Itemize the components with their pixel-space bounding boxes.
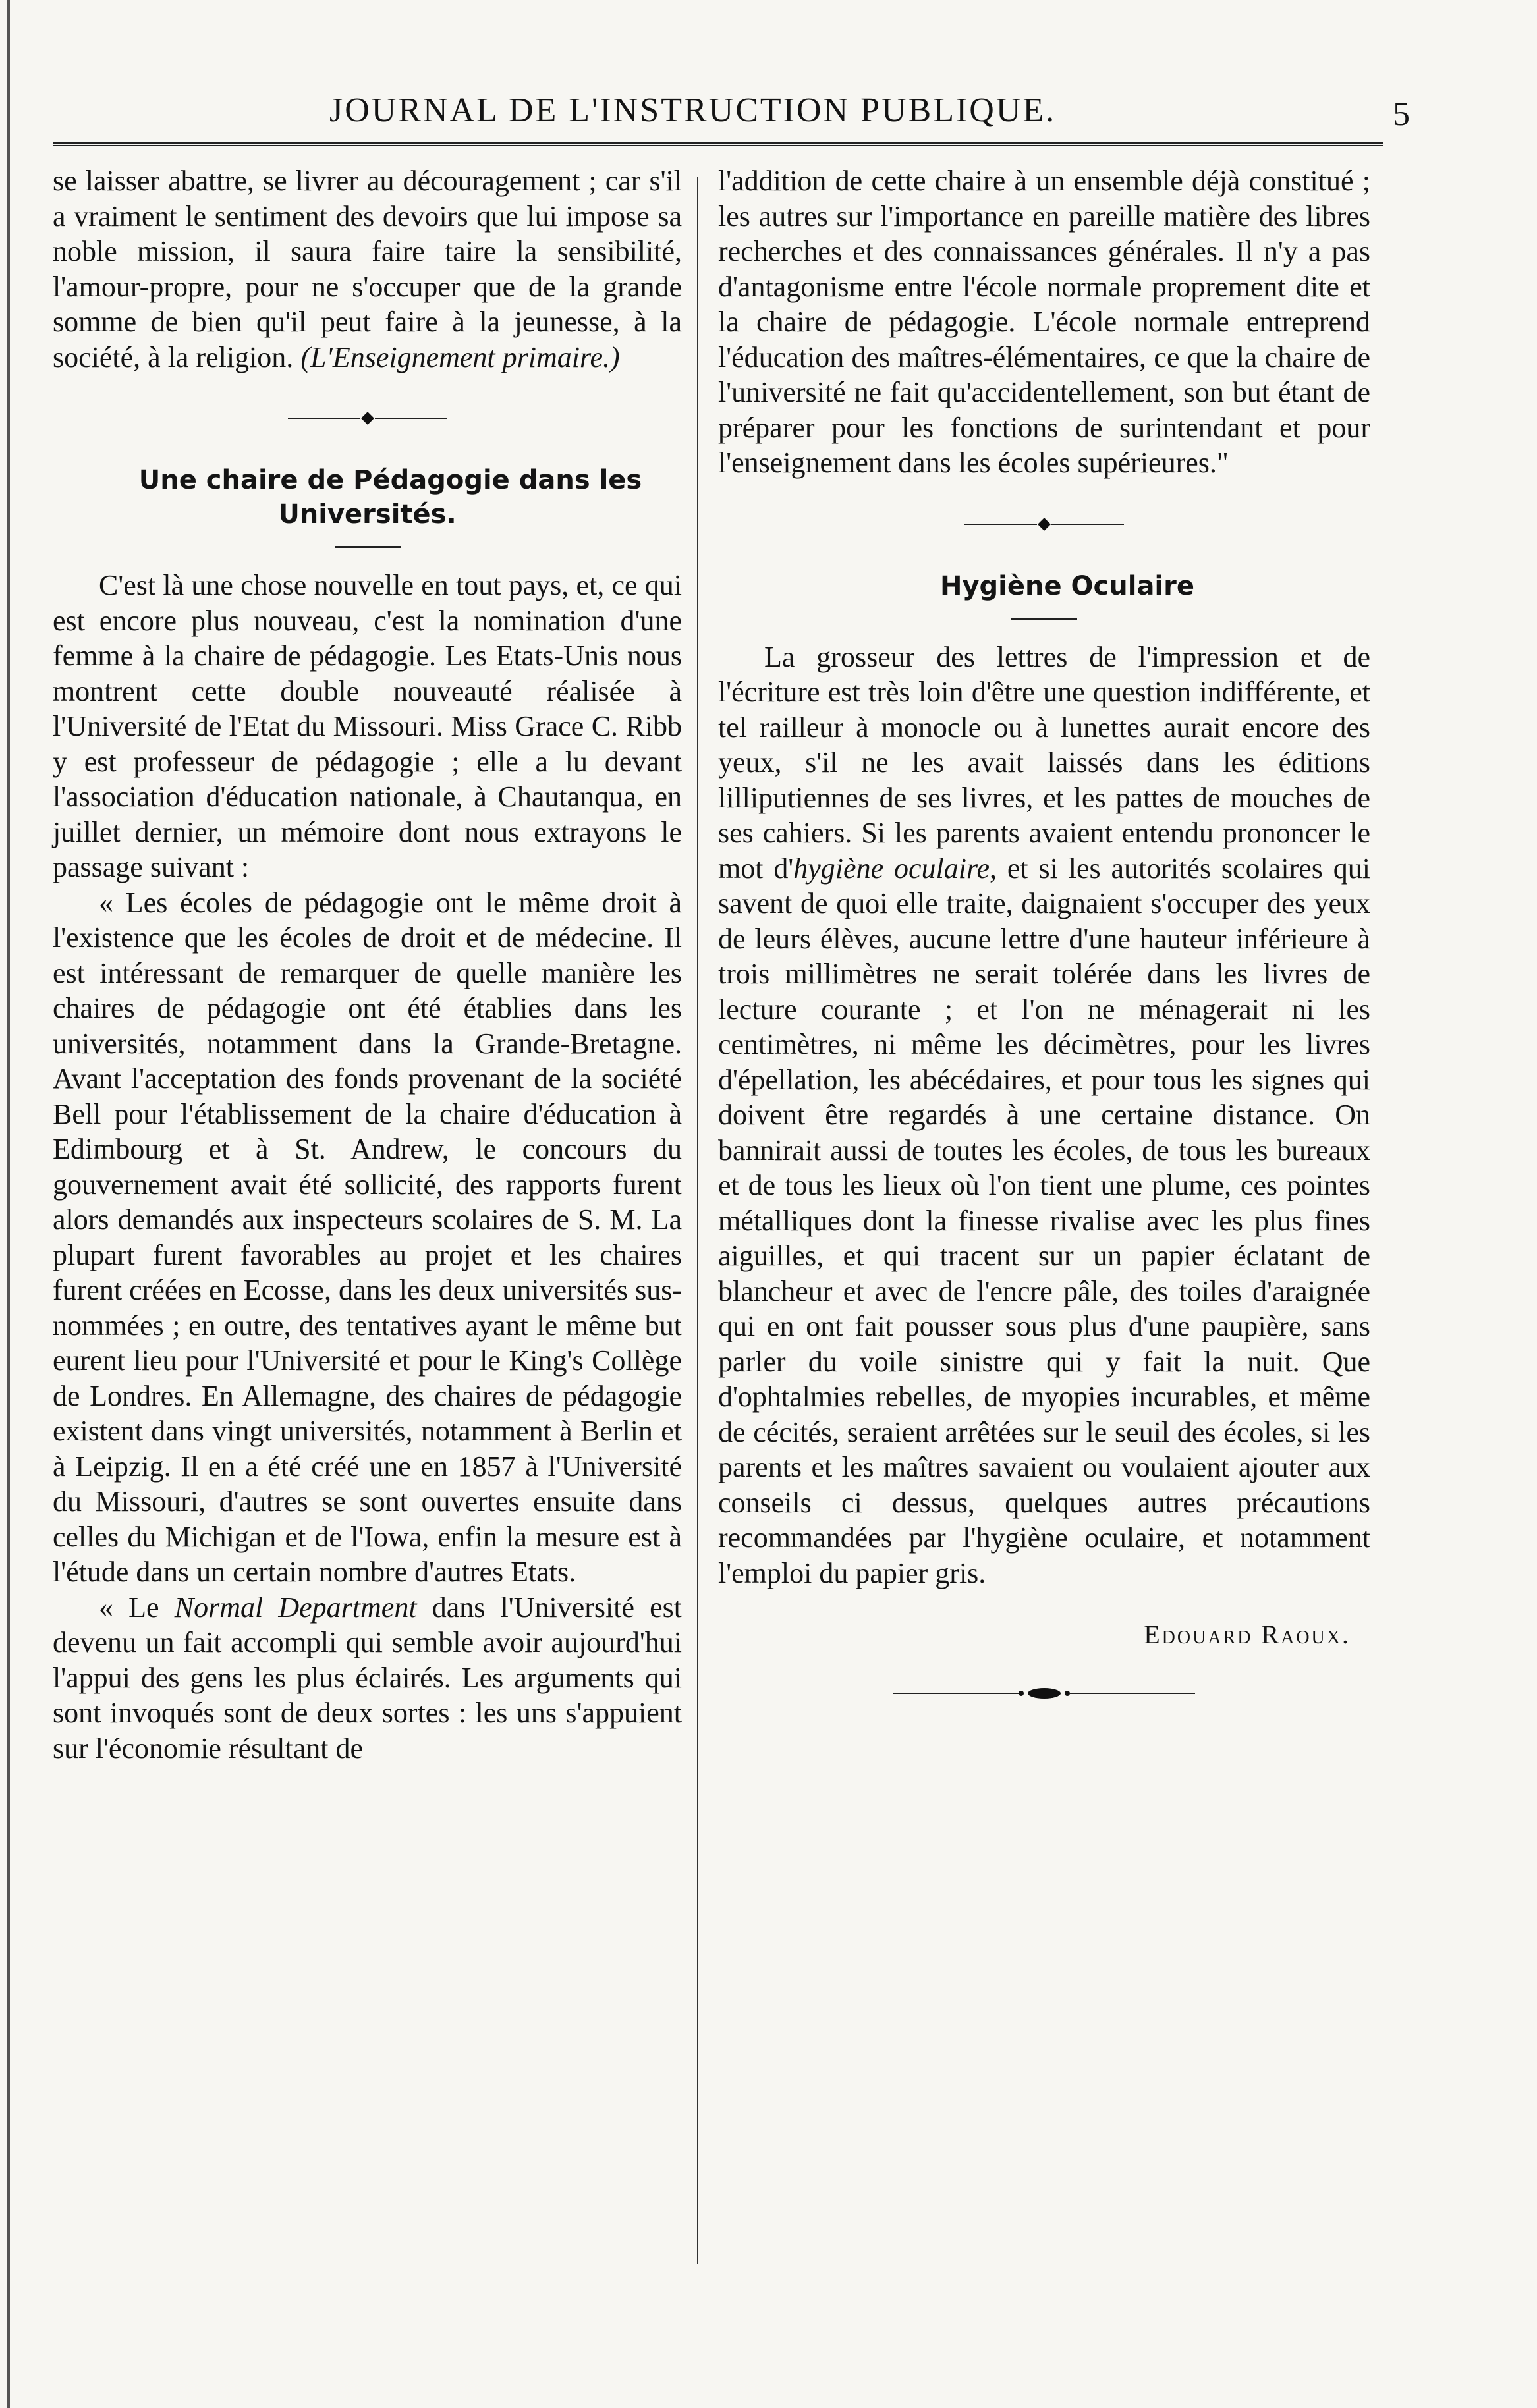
hygiene-paragraph [718,640,1370,1591]
italic-term: hygiène oculaire [793,852,990,885]
journal-title: JOURNAL DE L'INSTRUCTION PUBLIQUE. [329,92,1057,129]
continuation-paragraph: l'addition de cette chaire à un ensemble déjà constitué ; les autres sur l'importance en pareille matière des libres recherches et des connaissances générales. Il n'y a pas d'antagonisme entre l'école normale proprement dite et la chaire de pédagogie. L'école normale entreprend l'éducation des maîtres-élémentaires, ce que la chaire de l'université ne fait qu'accidentellement, son but étant de préparer pour les fonctions de surintendant et pour l'enseignement dans les écoles supérieures." [718,165,1370,479]
column-divider [697,177,698,2264]
intro-text: se laisser abattre, se livrer au découragement ; car s'il a vraiment le sentiment des devoirs que lui impose sa noble mission, il saura faire taire la sensibilité, l'amour-propre, pour ne s'occuper que de la grande somme de bien qu'il peut faire à la jeunesse, à la société, à la religion. [53,165,682,373]
article-paragraph: « Les écoles de pédagogie ont le même droit à l'existence que les écoles de droit et de médecine. Il est intéressant de remarquer de quelle manière les chaires de pédagogie ont été établies dans les universités, notamment dans la Grande-Bretagne. Avant l'acceptation des fonds provenant de la société Bell pour l'établissement de la chaire d'éducation à Edimbourg et à St. Andrew, le concours du gouvernement avait été sollicité, des rapports furent alors demandés aux inspecteurs scolaires de S. M. La plupart furent favorables au projet et les chaires furent créées en Ecosse, dans les deux universités sus-nommées ; en outre, des tentatives ayant le même but eurent lieu pour l'Université et pour le King's Collège de Londres. En Allemagne, des chaires de pédagogie existent dans vingt universités, notamment à Berlin et à Leipzig. Il en a été créé une en 1857 à l'Université du Missouri, d'autres se sont ouvertes ensuite dans celles du Michigan et de l'Iowa, enfin la mesure est à l'étude dans un certain nombre d'autres Etats. [53,886,682,1588]
intro-source: (L'Enseignement primaire.) [300,341,620,373]
article-title-pedagogie: Une chaire de Pédagogie dans les Universités. [138,465,642,530]
article-paragraph: C'est là une chose nouvelle en tout pays, et, ce qui est encore plus nouveau, c'est la nomination d'une femme à la chaire de pédagogie. Les Etats-Unis nous montrent cette double nouveauté réalisée à l'Université de l'Etat du Missouri. Miss Grace C. Ribb y est professeur de pédagogie ; elle a lu devant l'association d'éducation nationale, à Chautanqua, en juillet dernier, un mémoire dont nous extrayons le passage suivant : [53,569,682,883]
page-header [53,79,1410,151]
diamond-ornament-icon [1038,518,1051,531]
italic-term: Normal Department [174,1591,417,1624]
title-underline [1011,618,1077,620]
text-segment: « Le [99,1591,175,1624]
binding-edge-rule [7,0,10,2408]
section-ornament [718,518,1370,531]
left-column [53,163,682,1766]
header-double-rule [53,142,1383,146]
title-underline [335,546,401,548]
end-ornament-icon [1028,1688,1061,1699]
text-segment: La grosseur des lettres de l'impression et de l'écriture est très loin d'être une question indifférente, et tel railleur à monocle ou à lunettes aurait encore des yeux, s'il ne les avait laissés dans les éditions lilliputiennes de ses livres, et les pattes de mouches de ses cahiers. Si les parents avaient entendu prononcer le mot d' [718,640,1370,885]
author-signature: Edouard Raoux. [1144,1620,1351,1649]
right-column [718,163,1370,1701]
text-segment: dans l'Université est devenu un fait accompli qui semble avoir aujourd'hui l'appui des gens les plus éclairés. Les arguments qui sont invoqués sont de deux sortes : les uns s'appuient sur l'économie résultant de [53,1591,683,1765]
end-ornament [718,1685,1370,1701]
intro-paragraph [53,163,682,375]
text-segment: , et si les autorités scolaires qui savent de quoi elle traite, daignaient s'occuper des yeux de leurs élèves, aucune lettre d'une hauteur inférieure à trois millimètres ne serait tolérée dans les livres de lecture courante ; et l'on ne ménagerait ni les centimètres, ni même les décimètres, pour les livres d'épellation, les abécédaires, et pour tous les signes qui doivent être regardés à une certaine distance. On bannirait aussi de toutes les écoles, de tous les bureaux et de tous les lieux où l'on tient une plume, ces pointes métalliques dont la finesse rivalise avec les plus fines aiguilles, et qui tracent sur un papier éclatant de blancheur et avec de l'encre pâle, des toiles d'araignée qui en ont fait pousser sous plus d'une paupière, sans parler du voile sinistre qui y fait la nuit. Que d'ophtalmies rebelles, de myopies incurables, et même de cécités, seraient arrêtées sur le seuil des écoles, si les parents et les maîtres savaient ou voulaient ajouter aux conseils ci dessus, quelques autres précautions recommandées par l'hygiène oculaire, et notamment l'emploi du papier gris. [718,852,1370,1589]
page-number: 5 [1393,96,1410,133]
diamond-ornament-icon [361,412,374,425]
article-paragraph-last [53,1590,682,1766]
article-title-hygiene: Hygiène Oculaire [939,570,1194,601]
section-ornament [53,412,682,425]
